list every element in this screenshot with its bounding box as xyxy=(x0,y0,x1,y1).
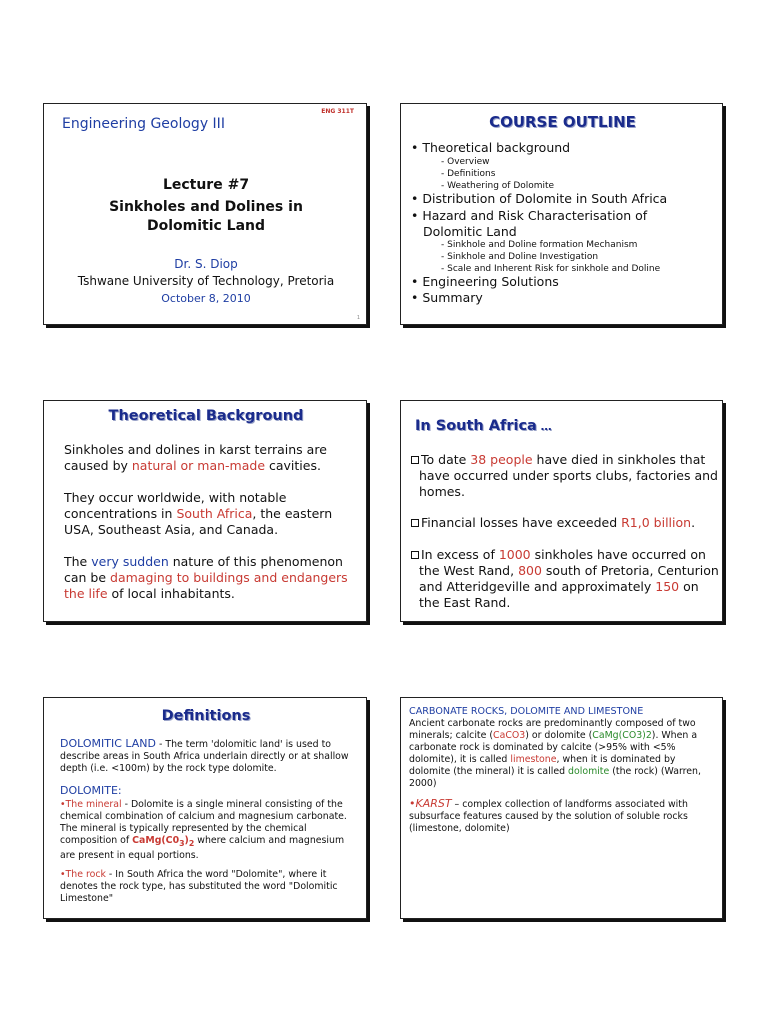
paragraph: The very sudden nature of this phenomenon can be damaging to buildings and endangers the life of local inhabitants. xyxy=(64,554,348,601)
checkbox-bullet-icon xyxy=(411,456,419,464)
outline-subitem: - Sinkhole and Doline formation Mechanism xyxy=(441,240,638,250)
slide-carbonate-rocks xyxy=(400,697,723,919)
paragraph: They occur worldwide, with notable concentrations in South Africa, the eastern USA, Southeast Asia, and Canada. xyxy=(64,490,333,537)
outline-subitem: - Weathering of Dolomite xyxy=(441,181,555,191)
lecture-date: October 8, 2010 xyxy=(161,292,251,305)
author: Dr. S. Diop xyxy=(174,257,238,271)
definition-karst: •KARST – complex collection of landforms associated with subsurface features caused by the solution of soluble rocks (limestone, dolomite) xyxy=(409,797,688,834)
outline-subitem: - Scale and Inherent Risk for sinkhole and Doline xyxy=(441,264,661,274)
lecture-title-line2: Sinkholes and Dolines in xyxy=(109,199,303,215)
course-name: Engineering Geology III xyxy=(62,116,225,132)
definition-rock: •The rock - In South Africa the word "Dolomite", where it denotes the rock type, has substituted the word "Dolomitic Limestone" xyxy=(60,869,338,904)
page-number: 1 xyxy=(356,315,360,321)
paragraph-carbonate: Ancient carbonate rocks are predominantly composed of two minerals; calcite (CaCO3) or dolomite (CaMg(CO3)2). When a carbonate rock is dominated by calcite (>95% with <5% dolomite), it is called limestone, when it is dominated by dolomite (the mineral) it is called dolomite (the rock) (Warren, 2000) xyxy=(409,718,701,789)
definition-mineral: •The mineral - Dolomite is a single mineral consisting of the chemical combination of calcium and magnesium carbonate. The mineral is typically represented by the chemical composition of $CaMg(C0_3)_2$ where calcium and magnesium are present in equal portions. xyxy=(60,799,347,861)
outline-subitem: - Overview xyxy=(441,157,490,167)
fact-item: To date 38 people have died in sinkholes that have occurred under sports clubs, factories and homes. xyxy=(411,452,719,500)
slide-heading: COURSE OUTLINE xyxy=(489,113,636,131)
slide-heading: Theoretical Background xyxy=(108,408,304,424)
outline-item: • Distribution of Dolomite in South Africa xyxy=(411,191,668,206)
outline-item: • Engineering Solutions xyxy=(411,274,559,289)
outline-item: • Hazard and Risk Characterisation of xyxy=(411,208,648,223)
fact-item: In excess of 1000 sinkholes have occurred on the West Rand, 800 south of Pretoria, Centurion and Atteridgeville and approximately 150 on the East Rand. xyxy=(411,547,719,611)
definition-dolomitic-land: DOLOMITIC LAND - The term 'dolomitic land' is used to describe areas in South Africa underlain directly or at shallow depth (i.e. <100m) by the rock type dolomite. xyxy=(60,737,349,774)
checkbox-bullet-icon xyxy=(411,519,419,527)
slide-heading: Definitions xyxy=(161,708,251,724)
dolomite-heading: DOLOMITE: xyxy=(60,784,122,797)
paragraph: Sinkholes and dolines in karst terrains are caused by natural or man-made cavities. xyxy=(64,442,327,473)
lecture-title-line1: Lecture #7 xyxy=(162,177,250,193)
slide-course-outline xyxy=(400,103,723,325)
checkbox-bullet-icon xyxy=(411,551,419,559)
slide-heading: CARBONATE ROCKS, DOLOMITE AND LIMESTONE xyxy=(409,706,644,717)
outline-item-cont: Dolomitic Land xyxy=(423,224,517,239)
outline-subitem: - Definitions xyxy=(441,169,496,179)
outline-subitem: - Sinkhole and Doline Investigation xyxy=(441,252,599,262)
slide-definitions xyxy=(43,697,367,919)
outline-item: • Theoretical background xyxy=(411,140,571,155)
slide-title xyxy=(43,103,367,325)
slide-theoretical-background xyxy=(43,400,367,622)
slide-heading: In South Africa … xyxy=(415,418,552,434)
course-code-stamp: ENG 311T xyxy=(321,108,354,115)
slide-south-africa xyxy=(400,400,723,622)
formula: $CaMg(C0_3)_2$ xyxy=(132,835,195,848)
fact-item: Financial losses have exceeded R1,0 billion. xyxy=(411,515,719,531)
outline-item: • Summary xyxy=(411,290,483,305)
lecture-title-line3: Dolomitic Land xyxy=(146,218,266,234)
institution: Tshwane University of Technology, Pretoria xyxy=(77,274,335,288)
